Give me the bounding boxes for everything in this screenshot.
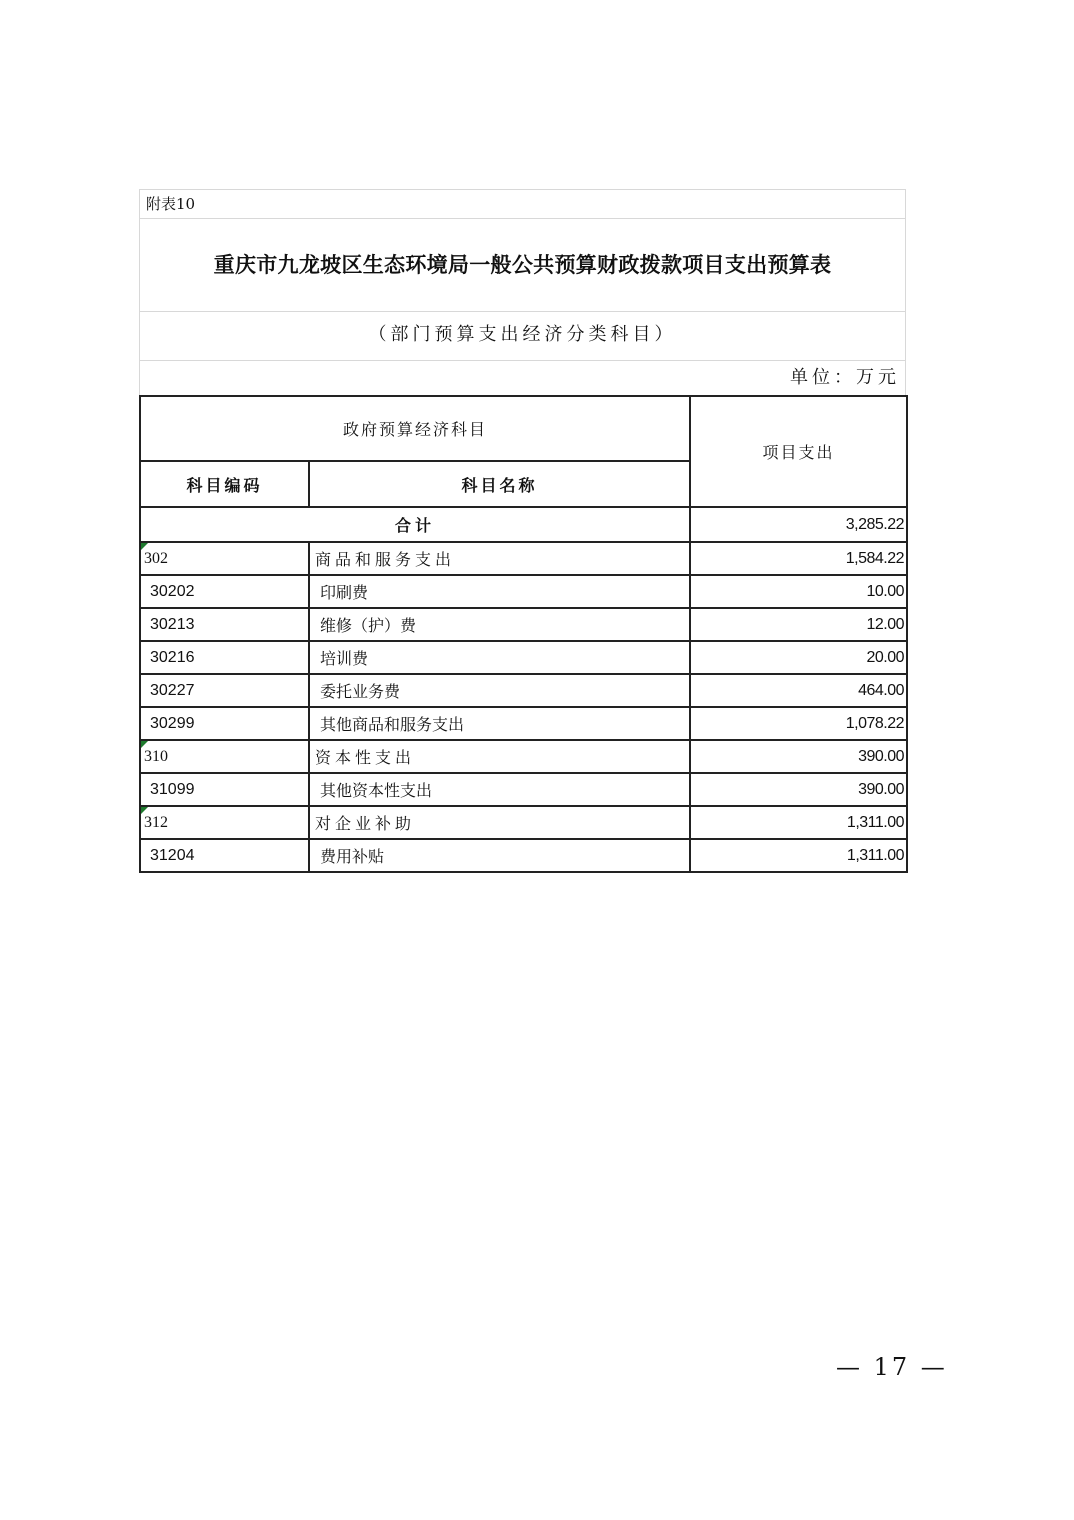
table-row — [140, 740, 907, 773]
subject-name: 其他商品和服务支出 — [309, 707, 690, 740]
table-row — [140, 542, 907, 575]
subject-code-text: 302 — [144, 549, 168, 567]
project-expenditure-amount: 10.00 — [690, 575, 907, 608]
subject-name: 委托业务费 — [309, 674, 690, 707]
subject-code-text: 31099 — [150, 780, 195, 798]
group-header: 政府预算经济科目 — [140, 396, 690, 461]
total-label: 合计 — [140, 507, 690, 542]
document-title: 重庆市九龙坡区生态环境局一般公共预算财政拨款项目支出预算表 — [140, 219, 905, 312]
subject-name: 资本性支出 — [309, 740, 690, 773]
project-expenditure-amount: 1,311.00 — [690, 806, 907, 839]
project-expenditure-amount: 1,584.22 — [690, 542, 907, 575]
table-row — [140, 674, 907, 707]
subject-code — [140, 674, 309, 707]
subject-name: 费用补贴 — [309, 839, 690, 872]
subject-name: 商品和服务支出 — [309, 542, 690, 575]
unit-label: 单位：万元 — [790, 367, 900, 388]
subject-code-text: 30202 — [150, 582, 195, 600]
page-number: — 17 — — [836, 1353, 948, 1381]
subject-name: 对企业补助 — [309, 806, 690, 839]
subject-name: 培训费 — [309, 641, 690, 674]
table-row — [140, 839, 907, 872]
subject-code-text: 30213 — [150, 615, 195, 633]
project-expenditure-amount: 1,311.00 — [690, 839, 907, 872]
subject-code-text: 312 — [144, 813, 168, 831]
budget-table — [139, 395, 908, 873]
subject-code-text: 31204 — [150, 846, 195, 864]
budget-sheet — [139, 189, 906, 873]
subject-code-text: 30227 — [150, 681, 195, 699]
spend-header: 项目支出 — [690, 396, 907, 507]
subject-code — [140, 575, 309, 608]
subject-code-text: 30299 — [150, 714, 195, 732]
subject-code — [140, 806, 309, 839]
subject-code-text: 310 — [144, 747, 168, 765]
table-row — [140, 641, 907, 674]
subject-code — [140, 542, 309, 575]
subject-code — [140, 641, 309, 674]
project-expenditure-amount: 390.00 — [690, 773, 907, 806]
total-amount: 3,285.22 — [690, 507, 907, 542]
attachment-label: 附表10 — [140, 190, 905, 219]
project-expenditure-amount: 1,078.22 — [690, 707, 907, 740]
subject-name: 印刷费 — [309, 575, 690, 608]
table-row — [140, 773, 907, 806]
table-row — [140, 707, 907, 740]
subject-code — [140, 839, 309, 872]
project-expenditure-amount: 12.00 — [690, 608, 907, 641]
project-expenditure-amount: 390.00 — [690, 740, 907, 773]
project-expenditure-amount: 20.00 — [690, 641, 907, 674]
table-row — [140, 806, 907, 839]
sheet-header-block — [139, 189, 906, 395]
subject-name: 维修（护）费 — [309, 608, 690, 641]
cell-note-marker-icon — [141, 543, 148, 550]
subject-code — [140, 773, 309, 806]
total-row — [140, 507, 907, 542]
subject-code — [140, 740, 309, 773]
cell-note-marker-icon — [141, 741, 148, 748]
code-header: 科目编码 — [140, 461, 309, 507]
subject-code — [140, 707, 309, 740]
table-row — [140, 608, 907, 641]
cell-note-marker-icon — [141, 807, 148, 814]
name-header: 科目名称 — [309, 461, 690, 507]
project-expenditure-amount: 464.00 — [690, 674, 907, 707]
document-subtitle: （部门预算支出经济分类科目） — [140, 312, 905, 361]
subject-name: 其他资本性支出 — [309, 773, 690, 806]
subject-code-text: 30216 — [150, 648, 195, 666]
header-row-group — [140, 396, 907, 461]
table-row — [140, 575, 907, 608]
subject-code — [140, 608, 309, 641]
